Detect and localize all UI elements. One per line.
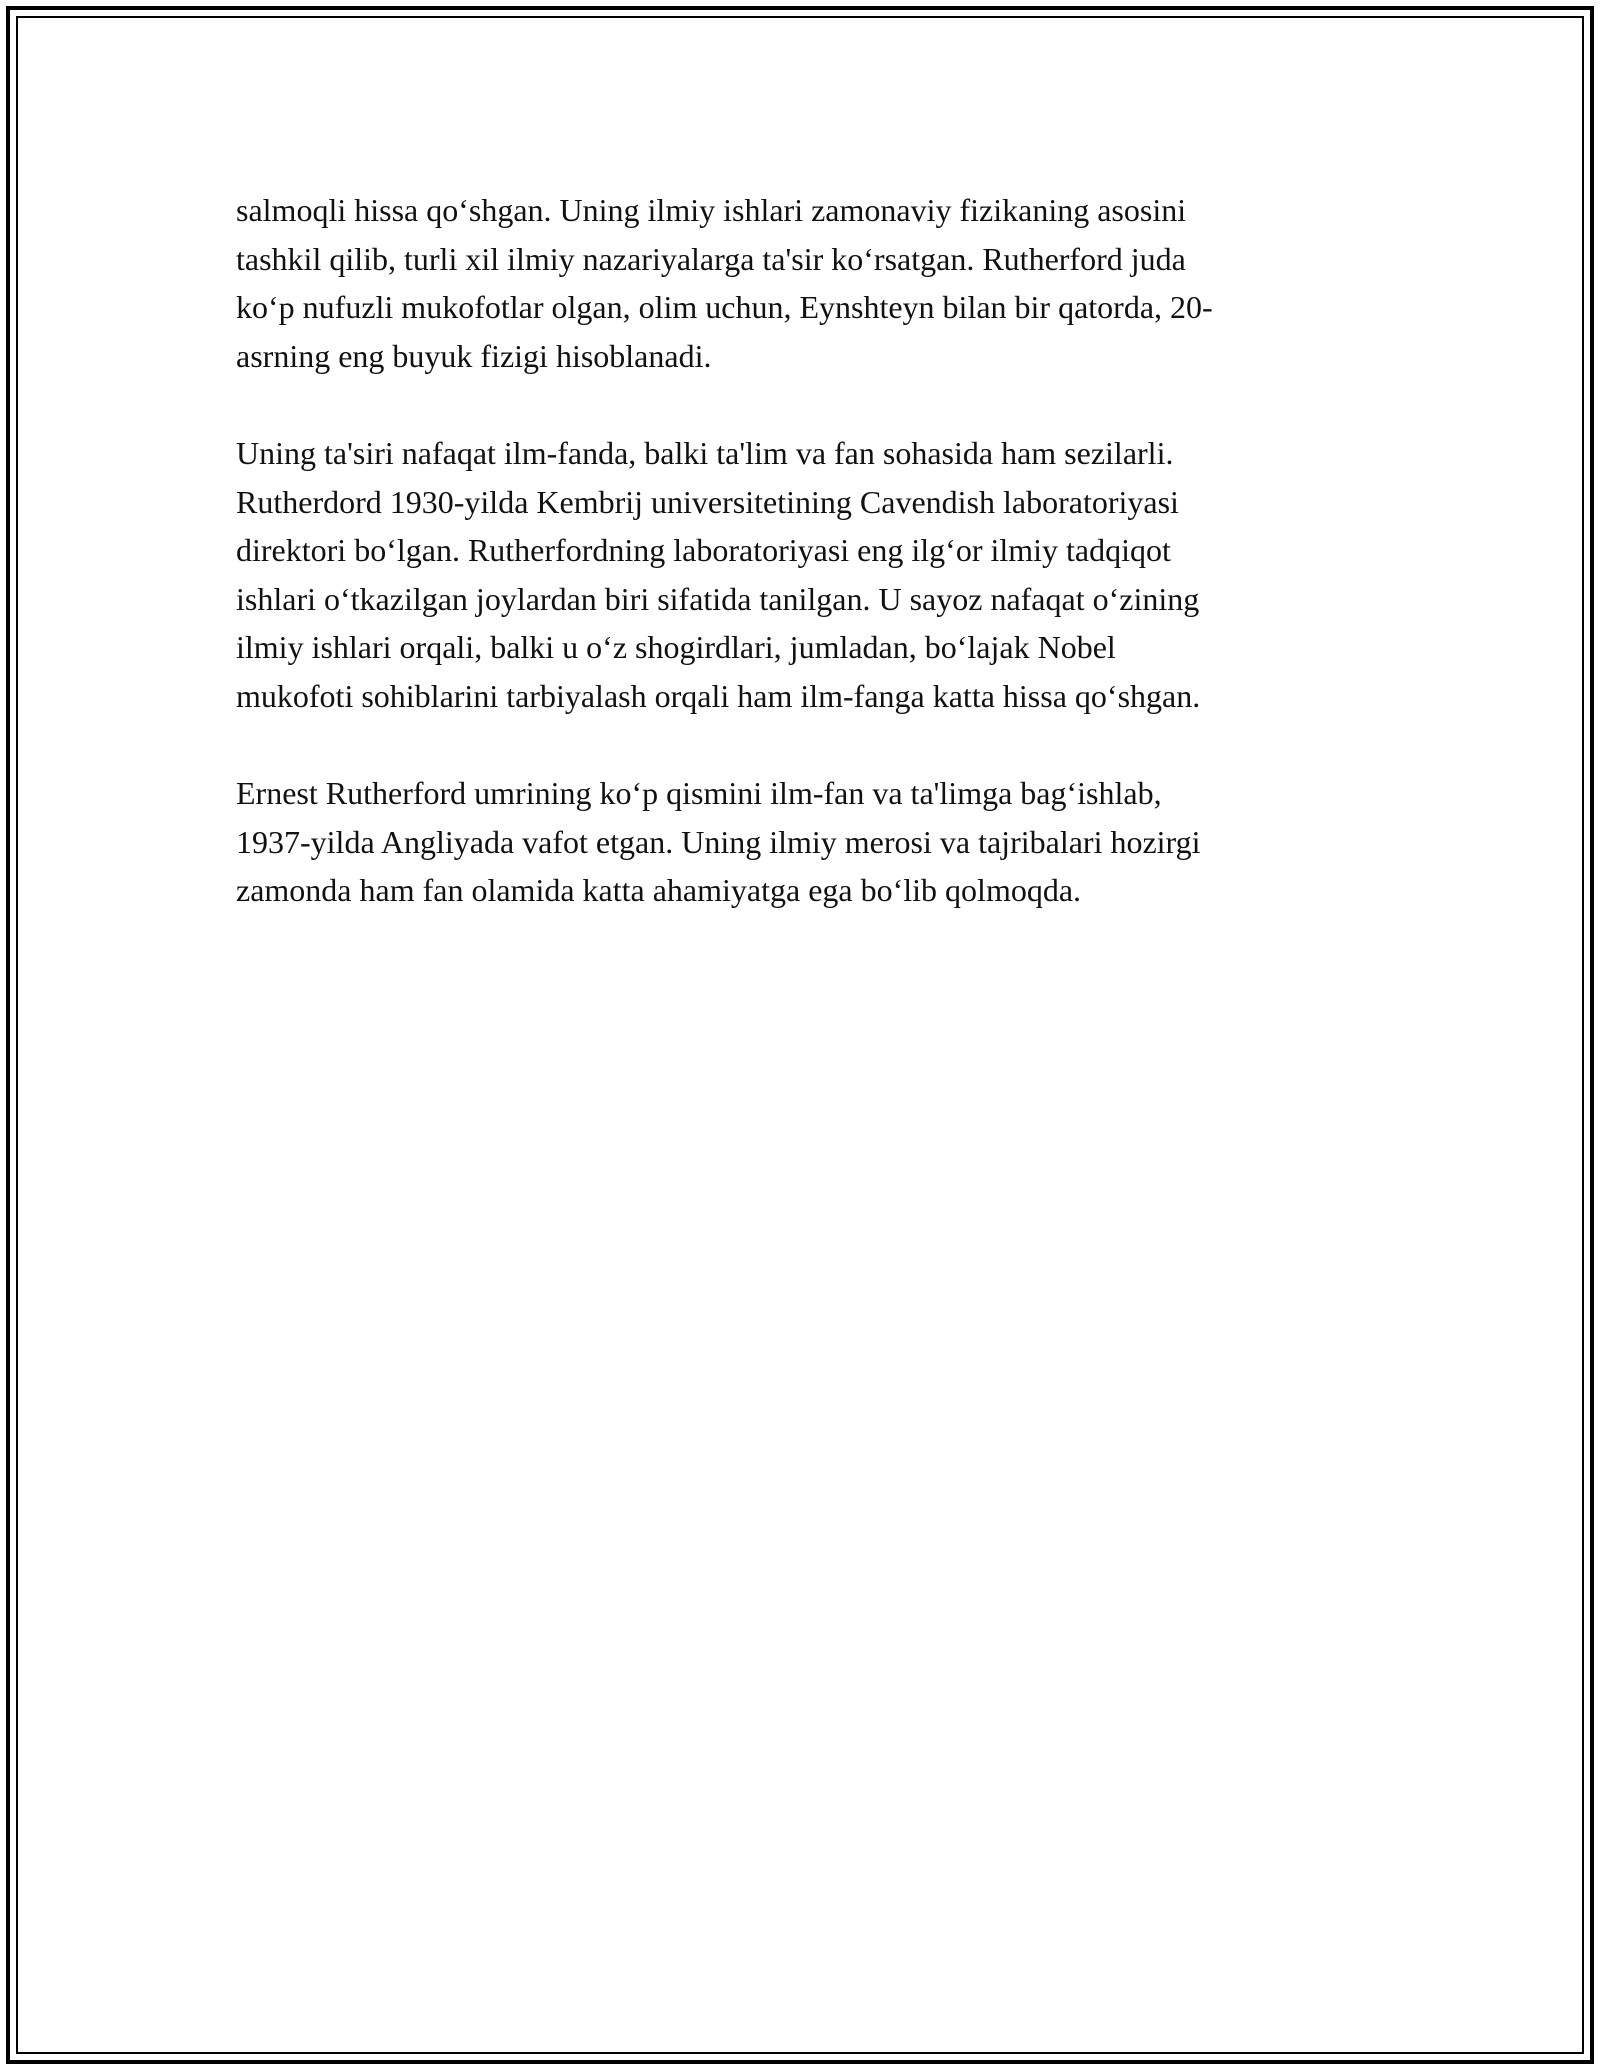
text-line: zamonda ham fan olamida katta ahamiyatga ega bo‘lib qolmoqda. bbox=[236, 872, 1082, 908]
paragraph-1 bbox=[236, 186, 1366, 380]
text-line: Uning ta'siri nafaqat ilm-fanda, balki ta'lim va fan sohasida ham sezilarli. bbox=[236, 435, 1174, 471]
text-line: asrning eng buyuk fizigi hisoblanadi. bbox=[236, 337, 712, 374]
paragraph-3 bbox=[236, 769, 1366, 915]
text-line: ko‘p nufuzli mukofotlar olgan, olim uchun, Eynshteyn bilan bir qatorda, 20- bbox=[236, 289, 1213, 325]
paragraph-2 bbox=[236, 429, 1366, 720]
text-line: Rutherdord 1930-yilda Kembrij universitetining Cavendish laboratoriyasi bbox=[236, 483, 1179, 520]
document-body bbox=[236, 186, 1366, 964]
text-line: tashkil qilib, turli xil ilmiy nazariyalarga ta'sir ko‘rsatgan. Rutherford juda bbox=[236, 240, 1186, 277]
text-line: ishlari o‘tkazilgan joylardan biri sifatida tanilgan. U sayoz nafaqat o‘zining bbox=[236, 580, 1200, 617]
text-line: ilmiy ishlari orqali, balki u o‘z shogirdlari, jumladan, bo‘lajak Nobel bbox=[236, 629, 1116, 665]
text-line: 1937-yilda Angliyada vafot etgan. Uning ilmiy merosi va tajribalari hozirgi bbox=[236, 823, 1201, 860]
text-line: mukofoti sohiblarini tarbiyalash orqali ham ilm-fanga katta hissa qo‘shgan. bbox=[236, 677, 1201, 714]
text-line: salmoqli hissa qo‘shgan. Uning ilmiy ishlari zamonaviy fizikaning asosini bbox=[236, 192, 1187, 228]
text-line: direktori bo‘lgan. Rutherfordning laboratoriyasi eng ilg‘or ilmiy tadqiqot bbox=[236, 532, 1171, 568]
text-line: Ernest Rutherford umrining ko‘p qismini ilm-fan va ta'limga bag‘ishlab, bbox=[236, 775, 1162, 811]
